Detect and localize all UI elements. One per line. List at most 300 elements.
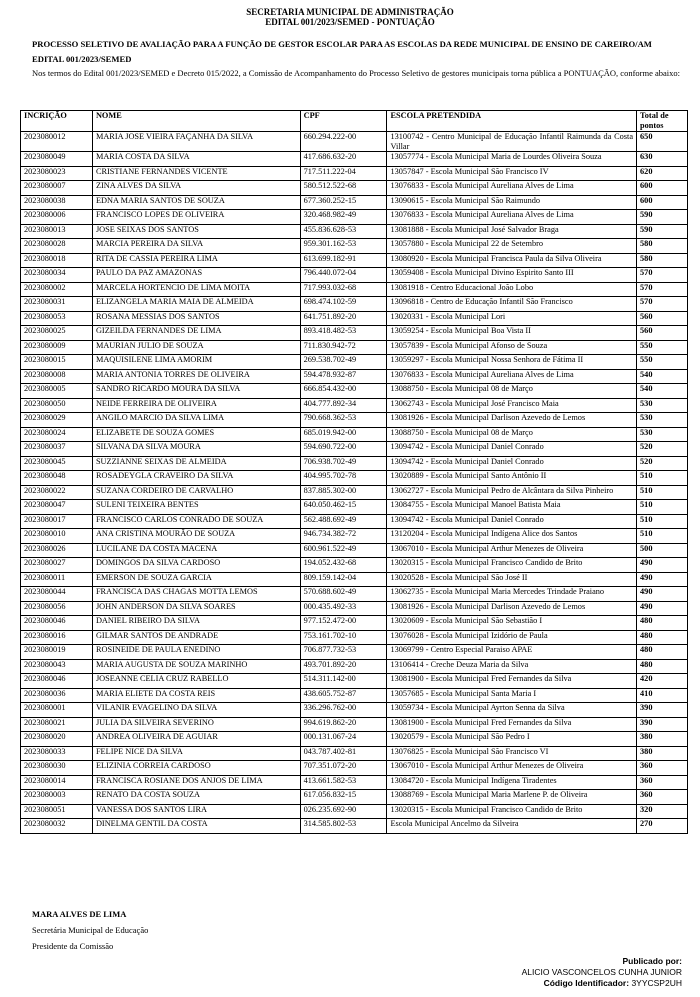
cell-pontos: 580 — [637, 239, 688, 254]
cell-pontos: 520 — [637, 442, 688, 457]
cell-nome: JOSE SEIXAS DOS SANTOS — [92, 224, 300, 239]
table-row — [21, 166, 688, 181]
cell-escola: 13057839 - Escola Municipal Afonso de Souza — [387, 340, 637, 355]
cell-pontos: 410 — [637, 688, 688, 703]
cell-pontos: 510 — [637, 500, 688, 515]
cell-nome: ROSINEIDE DE PAULA ENEDINO — [92, 645, 300, 660]
cell-pontos: 510 — [637, 485, 688, 500]
cell-inscricao: 2023080014 — [21, 775, 93, 790]
cell-inscricao: 2023080006 — [21, 210, 93, 225]
cell-inscricao: 2023080053 — [21, 311, 93, 326]
cell-nome: GIZEILDA FERNANDES DE LIMA — [92, 326, 300, 341]
cell-escola: Escola Municipal Ancelmo da Silveira — [387, 819, 637, 834]
table-row — [21, 717, 688, 732]
cell-pontos: 530 — [637, 398, 688, 413]
cell-cpf: 594.690.722-00 — [300, 442, 387, 457]
table-row — [21, 819, 688, 834]
cell-inscricao: 2023080038 — [21, 195, 93, 210]
cell-pontos: 590 — [637, 210, 688, 225]
cell-escola: 13094742 - Escola Municipal Daniel Conrado — [387, 442, 637, 457]
cell-nome: ROSANA MESSIAS DOS SANTOS — [92, 311, 300, 326]
cell-escola: 13067010 - Escola Municipal Arthur Menezes de Oliveira — [387, 543, 637, 558]
cell-escola: 13057847 - Escola Municipal São Francisco IV — [387, 166, 637, 181]
header-line-2: EDITAL 001/2023/SEMED - PONTUAÇÃO — [265, 17, 435, 27]
cell-pontos: 490 — [637, 587, 688, 602]
cell-escola: 13020331 - Escola Municipal Lori — [387, 311, 637, 326]
signature-block — [32, 906, 148, 954]
table-body — [21, 132, 688, 834]
cell-nome: ZINA ALVES DA SILVA — [92, 181, 300, 196]
cell-inscricao: 2023080032 — [21, 819, 93, 834]
cell-pontos: 550 — [637, 355, 688, 370]
table-row — [21, 427, 688, 442]
cell-inscricao: 2023080013 — [21, 224, 93, 239]
cell-inscricao: 2023080043 — [21, 659, 93, 674]
cell-cpf: 706.938.702-49 — [300, 456, 387, 471]
col-header-nome: NOME — [92, 111, 300, 132]
cell-pontos: 360 — [637, 775, 688, 790]
cell-pontos: 620 — [637, 166, 688, 181]
table-row — [21, 529, 688, 544]
cell-cpf: 796.440.072-04 — [300, 268, 387, 283]
cell-nome: JOSEANNE CELIA CRUZ RABELLO — [92, 674, 300, 689]
cell-inscricao: 2023080025 — [21, 326, 93, 341]
cell-escola: 13094742 - Escola Municipal Daniel Conrado — [387, 456, 637, 471]
cell-escola: 13020315 - Escola Municipal Francisco Candido de Brito — [387, 804, 637, 819]
code-value: 3YYCSP2UH — [631, 978, 682, 988]
cell-pontos: 550 — [637, 340, 688, 355]
cell-nome: LUCILANE DA COSTA MACENA — [92, 543, 300, 558]
cell-nome: ANGILO MARCIO DA SILVA LIMA — [92, 413, 300, 428]
cell-escola: 13020609 - Escola Municipal São Sebastião I — [387, 616, 637, 631]
cell-pontos: 630 — [637, 152, 688, 167]
code-label: Código Identificador: — [543, 978, 630, 988]
cell-inscricao: 2023080010 — [21, 529, 93, 544]
cell-nome: RENATO DA COSTA SOUZA — [92, 790, 300, 805]
cell-inscricao: 2023080012 — [21, 132, 93, 152]
cell-nome: NEIDE FERREIRA DE OLIVEIRA — [92, 398, 300, 413]
cell-nome: ELIZABETE DE SOUZA GOMES — [92, 427, 300, 442]
cell-cpf: 000.435.492-33 — [300, 601, 387, 616]
cell-inscricao: 2023080030 — [21, 761, 93, 776]
cell-pontos: 390 — [637, 717, 688, 732]
cell-pontos: 590 — [637, 224, 688, 239]
cell-cpf: 677.360.252-15 — [300, 195, 387, 210]
cell-inscricao: 2023080051 — [21, 804, 93, 819]
cell-cpf: 717.511.222-04 — [300, 166, 387, 181]
cell-inscricao: 2023080049 — [21, 152, 93, 167]
cell-pontos: 490 — [637, 572, 688, 587]
cell-inscricao: 2023080034 — [21, 268, 93, 283]
table-row — [21, 282, 688, 297]
cell-pontos: 490 — [637, 601, 688, 616]
cell-nome: EDNA MARIA SANTOS DE SOUZA — [92, 195, 300, 210]
table-row — [21, 601, 688, 616]
document-header — [0, 0, 700, 27]
table-row — [21, 471, 688, 486]
cell-cpf: 000.131.067-24 — [300, 732, 387, 747]
cell-pontos: 490 — [637, 558, 688, 573]
document-title: PROCESSO SELETIVO DE AVALIAÇÃO PARA A FUNÇÃO DE GESTOR ESCOLAR PARA AS ESCOLAS DA REDE MUNICIPAL DE ENSINO DE CAREIRO/AM — [32, 39, 652, 49]
cell-escola: 13084755 - Escola Municipal Manoel Batista Maia — [387, 500, 637, 515]
cell-nome: DOMINGOS DA SILVA CARDOSO — [92, 558, 300, 573]
cell-escola: 13057880 - Escola Municipal 22 de Setembro — [387, 239, 637, 254]
cell-pontos: 570 — [637, 297, 688, 312]
cell-cpf: 717.993.032-68 — [300, 282, 387, 297]
cell-nome: ANA CRISTINA MOURÃO DE SOUZA — [92, 529, 300, 544]
cell-escola: 13062735 - Escola Municipal Maria Mercedes Trindade Praiano — [387, 587, 637, 602]
cell-nome: SILVANA DA SILVA MOURA — [92, 442, 300, 457]
published-by-label: Publicado por: — [622, 956, 682, 966]
cell-inscricao: 2023080056 — [21, 601, 93, 616]
table-row — [21, 355, 688, 370]
cell-nome: JOHN ANDERSON DA SILVA SOARES — [92, 601, 300, 616]
cell-cpf: 336.296.762-00 — [300, 703, 387, 718]
cell-cpf: 455.836.628-53 — [300, 224, 387, 239]
cell-pontos: 500 — [637, 543, 688, 558]
cell-nome: FRANCISCO CARLOS CONRADO DE SOUZA — [92, 514, 300, 529]
cell-escola: 13088750 - Escola Municipal 08 de Março — [387, 384, 637, 399]
cell-pontos: 510 — [637, 471, 688, 486]
cell-cpf: 685.019.942-00 — [300, 427, 387, 442]
table-row — [21, 384, 688, 399]
table-row — [21, 268, 688, 283]
table-row — [21, 587, 688, 602]
cell-inscricao: 2023080011 — [21, 572, 93, 587]
cell-inscricao: 2023080015 — [21, 355, 93, 370]
cell-nome: PAULO DA PAZ AMAZONAS — [92, 268, 300, 283]
cell-cpf: 707.351.072-20 — [300, 761, 387, 776]
cell-inscricao: 2023080050 — [21, 398, 93, 413]
cell-pontos: 380 — [637, 732, 688, 747]
table-header-row — [21, 111, 688, 132]
cell-escola: 13096818 - Centro de Educação Infantil São Francisco — [387, 297, 637, 312]
cell-escola: 13076833 - Escola Municipal Aureliana Alves de Lima — [387, 181, 637, 196]
cell-escola: 13062727 - Escola Municipal Pedro de Alcântara da Silva Pinheiro — [387, 485, 637, 500]
table-row — [21, 413, 688, 428]
cell-pontos: 540 — [637, 384, 688, 399]
cell-cpf: 404.777.892-34 — [300, 398, 387, 413]
cell-nome: SUZZIANNE SEIXAS DE ALMEIDA — [92, 456, 300, 471]
cell-cpf: 977.152.472-00 — [300, 616, 387, 631]
table-row — [21, 297, 688, 312]
cell-cpf: 613.699.182-91 — [300, 253, 387, 268]
cell-cpf: 711.830.942-72 — [300, 340, 387, 355]
signer-role: Secretária Municipal de Educação — [32, 925, 149, 935]
cell-nome: MAQUISILENE LIMA AMORIM — [92, 355, 300, 370]
cell-escola: 13081900 - Escola Municipal Fred Fernandes da Silva — [387, 674, 637, 689]
cell-escola: 13090615 - Escola Municipal São Raimundo — [387, 195, 637, 210]
publication-info — [522, 956, 682, 989]
cell-escola: 13081926 - Escola Municipal Darlison Azevedo de Lemos — [387, 601, 637, 616]
cell-pontos: 510 — [637, 514, 688, 529]
cell-inscricao: 2023080017 — [21, 514, 93, 529]
table-row — [21, 630, 688, 645]
cell-escola: 13076028 - Escola Municipal Izidório de Paula — [387, 630, 637, 645]
cell-cpf: 493.701.892-20 — [300, 659, 387, 674]
table-row — [21, 543, 688, 558]
table-row — [21, 456, 688, 471]
cell-nome: ROSADEYGLA CRAVEIRO DA SILVA — [92, 471, 300, 486]
cell-inscricao: 2023080033 — [21, 746, 93, 761]
table-row — [21, 645, 688, 660]
cell-nome: RITA DE CASSIA PEREIRA LIMA — [92, 253, 300, 268]
cell-cpf: 417.686.632-20 — [300, 152, 387, 167]
cell-nome: MAURIAN JULIO DE SOUZA — [92, 340, 300, 355]
cell-inscricao: 2023080023 — [21, 166, 93, 181]
cell-pontos: 480 — [637, 645, 688, 660]
cell-escola: 13120204 - Escola Municipal Indígena Alice dos Santos — [387, 529, 637, 544]
cell-pontos: 600 — [637, 181, 688, 196]
table-row — [21, 132, 688, 152]
table-row — [21, 210, 688, 225]
cell-inscricao: 2023080003 — [21, 790, 93, 805]
cell-pontos: 390 — [637, 703, 688, 718]
cell-cpf: 809.159.142-04 — [300, 572, 387, 587]
cell-escola: 13067010 - Escola Municipal Arthur Menezes de Oliveira — [387, 761, 637, 776]
table-row — [21, 326, 688, 341]
table-row — [21, 500, 688, 515]
cell-inscricao: 2023080016 — [21, 630, 93, 645]
cell-escola: 13020315 - Escola Municipal Francisco Candido de Brito — [387, 558, 637, 573]
cell-escola: 13080920 - Escola Municipal Francisca Paula da Silva Oliveira — [387, 253, 637, 268]
cell-escola: 13081918 - Centro Educacional João Lobo — [387, 282, 637, 297]
cell-inscricao: 2023080027 — [21, 558, 93, 573]
cell-pontos: 360 — [637, 790, 688, 805]
cell-pontos: 480 — [637, 659, 688, 674]
cell-inscricao: 2023080024 — [21, 427, 93, 442]
cell-pontos: 320 — [637, 804, 688, 819]
cell-escola: 13059408 - Escola Municipal Divino Espirito Santo III — [387, 268, 637, 283]
cell-escola: 13076825 - Escola Municipal São Francisco VI — [387, 746, 637, 761]
table-row — [21, 253, 688, 268]
cell-pontos: 570 — [637, 268, 688, 283]
cell-cpf: 043.787.402-81 — [300, 746, 387, 761]
cell-cpf: 837.885.302-00 — [300, 485, 387, 500]
cell-inscricao: 2023080026 — [21, 543, 93, 558]
cell-nome: VILANIR EVAGELINO DA SILVA — [92, 703, 300, 718]
signer-name: MARA ALVES DE LIMA — [32, 909, 127, 919]
cell-cpf: 698.474.102-59 — [300, 297, 387, 312]
cell-inscricao: 2023080021 — [21, 717, 93, 732]
table-row — [21, 674, 688, 689]
cell-pontos: 420 — [637, 674, 688, 689]
cell-inscricao: 2023080046 — [21, 674, 93, 689]
cell-pontos: 270 — [637, 819, 688, 834]
cell-escola: 13062743 - Escola Municipal José Francisco Maia — [387, 398, 637, 413]
cell-pontos: 520 — [637, 456, 688, 471]
cell-escola: 13088750 - Escola Municipal 08 de Março — [387, 427, 637, 442]
cell-nome: MARIA JOSE VIEIRA FAÇANHA DA SILVA — [92, 132, 300, 152]
table-row — [21, 311, 688, 326]
cell-inscricao: 2023080046 — [21, 616, 93, 631]
table-row — [21, 181, 688, 196]
cell-cpf: 438.605.752-87 — [300, 688, 387, 703]
cell-nome: DINELMA GENTIL DA COSTA — [92, 819, 300, 834]
cell-nome: ELIZINIA CORREIA CARDOSO — [92, 761, 300, 776]
table-row — [21, 195, 688, 210]
table-row — [21, 616, 688, 631]
table-row — [21, 224, 688, 239]
cell-inscricao: 2023080048 — [21, 471, 93, 486]
cell-cpf: 994.619.862-20 — [300, 717, 387, 732]
cell-nome: SUZANA CORDEIRO DE CARVALHO — [92, 485, 300, 500]
cell-escola: 13057774 - Escola Municipal Maria de Lourdes Oliveira Souza — [387, 152, 637, 167]
cell-nome: JULIA DA SILVEIRA SEVERINO — [92, 717, 300, 732]
cell-pontos: 560 — [637, 326, 688, 341]
table-row — [21, 703, 688, 718]
cell-inscricao: 2023080045 — [21, 456, 93, 471]
cell-escola: 13106414 - Creche Deuza Maria da Silva — [387, 659, 637, 674]
cell-cpf: 660.294.222-00 — [300, 132, 387, 152]
cell-inscricao: 2023080022 — [21, 485, 93, 500]
col-header-inscricao: INCRIÇÃO — [21, 111, 93, 132]
cell-escola: 13020579 - Escola Municipal São Pedro I — [387, 732, 637, 747]
cell-cpf: 790.668.362-53 — [300, 413, 387, 428]
table-row — [21, 688, 688, 703]
cell-inscricao: 2023080020 — [21, 732, 93, 747]
cell-cpf: 600.961.522-49 — [300, 543, 387, 558]
score-table — [20, 110, 688, 834]
cell-nome: MARIA ELIETE DA COSTA REIS — [92, 688, 300, 703]
cell-pontos: 600 — [637, 195, 688, 210]
cell-cpf: 706.877.732-53 — [300, 645, 387, 660]
table-row — [21, 152, 688, 167]
table-row — [21, 790, 688, 805]
cell-inscricao: 2023080007 — [21, 181, 93, 196]
cell-nome: FELIPE NICE DA SILVA — [92, 746, 300, 761]
cell-nome: FRANCISCA ROSIANE DOS ANJOS DE LIMA — [92, 775, 300, 790]
cell-escola: 13059254 - Escola Municipal Boa Vista II — [387, 326, 637, 341]
cell-inscricao: 2023080037 — [21, 442, 93, 457]
cell-pontos: 650 — [637, 132, 688, 152]
cell-nome: FRANCISCA DAS CHAGAS MOTTA LEMOS — [92, 587, 300, 602]
cell-inscricao: 2023080009 — [21, 340, 93, 355]
signer-commission-role: Presidente da Comissão — [32, 941, 114, 951]
cell-cpf: 514.311.142-00 — [300, 674, 387, 689]
cell-escola: 13094742 - Escola Municipal Daniel Conrado — [387, 514, 637, 529]
cell-nome: CRISTIANE FERNANDES VICENTE — [92, 166, 300, 181]
cell-cpf: 570.688.602-49 — [300, 587, 387, 602]
cell-escola: 13081900 - Escola Municipal Fred Fernandes da Silva — [387, 717, 637, 732]
cell-cpf: 562.488.692-49 — [300, 514, 387, 529]
table-row — [21, 572, 688, 587]
cell-pontos: 380 — [637, 746, 688, 761]
cell-cpf: 269.538.702-49 — [300, 355, 387, 370]
table-row — [21, 369, 688, 384]
table-row — [21, 746, 688, 761]
cell-pontos: 480 — [637, 616, 688, 631]
cell-pontos: 540 — [637, 369, 688, 384]
table-row — [21, 732, 688, 747]
cell-cpf: 893.418.482-53 — [300, 326, 387, 341]
cell-cpf: 413.661.582-53 — [300, 775, 387, 790]
cell-inscricao: 2023080028 — [21, 239, 93, 254]
cell-cpf: 320.468.982-49 — [300, 210, 387, 225]
cell-pontos: 560 — [637, 311, 688, 326]
col-header-cpf: CPF — [300, 111, 387, 132]
cell-inscricao: 2023080029 — [21, 413, 93, 428]
cell-inscricao: 2023080031 — [21, 297, 93, 312]
cell-cpf: 959.301.162-53 — [300, 239, 387, 254]
cell-pontos: 570 — [637, 282, 688, 297]
table-row — [21, 442, 688, 457]
cell-escola: 13084720 - Escola Municipal Indígena Tiradentes — [387, 775, 637, 790]
intro-paragraph: Nos termos do Edital 001/2023/SEMED e Decreto 015/2022, a Comissão de Acompanhamento do Processo Seletivo de gestores municipais torna pública a PONTUAÇÃO, conforme abaixo: — [32, 68, 681, 78]
cell-escola: 13059297 - Escola Municipal Nossa Senhora de Fátima II — [387, 355, 637, 370]
cell-cpf: 404.995.702-78 — [300, 471, 387, 486]
cell-nome: EMERSON DE SOUZA GARCIA — [92, 572, 300, 587]
edital-label: EDITAL 001/2023/SEMED — [32, 54, 132, 64]
cell-nome: ANDREA OLIVEIRA DE AGUIAR — [92, 732, 300, 747]
cell-escola: 13076833 - Escola Municipal Aureliana Alves de Lima — [387, 369, 637, 384]
cell-escola: 13088769 - Escola Municipal Maria Marlene P. de Oliveira — [387, 790, 637, 805]
cell-inscricao: 2023080008 — [21, 369, 93, 384]
cell-cpf: 194.052.432-68 — [300, 558, 387, 573]
cell-cpf: 594.478.932-87 — [300, 369, 387, 384]
table-row — [21, 485, 688, 500]
cell-nome: MARCIA PEREIRA DA SILVA — [92, 239, 300, 254]
cell-cpf: 314.585.802-53 — [300, 819, 387, 834]
cell-escola: 13020528 - Escola Municipal São José II — [387, 572, 637, 587]
col-header-pontos: Total de pontos — [637, 111, 688, 132]
cell-nome: MARIA AUGUSTA DE SOUZA MARINHO — [92, 659, 300, 674]
table-row — [21, 761, 688, 776]
table-row — [21, 804, 688, 819]
cell-escola: 13057685 - Escola Municipal Santa Maria I — [387, 688, 637, 703]
cell-cpf: 026.235.692-90 — [300, 804, 387, 819]
header-line-1: SECRETARIA MUNICIPAL DE ADMINISTRAÇÃO — [246, 7, 454, 17]
table-row — [21, 775, 688, 790]
table-row — [21, 340, 688, 355]
cell-cpf: 617.056.832-15 — [300, 790, 387, 805]
cell-nome: GILMAR SANTOS DE ANDRADE — [92, 630, 300, 645]
table-row — [21, 514, 688, 529]
cell-escola: 13081888 - Escola Municipal José Salvador Braga — [387, 224, 637, 239]
cell-cpf: 666.854.432-00 — [300, 384, 387, 399]
cell-nome: MARCELA HORTENCIO DE LIMA MOITA — [92, 282, 300, 297]
cell-cpf: 580.512.522-68 — [300, 181, 387, 196]
cell-pontos: 480 — [637, 630, 688, 645]
cell-escola: 13076833 - Escola Municipal Aureliana Alves de Lima — [387, 210, 637, 225]
cell-nome: FRANCISCO LOPES DE OLIVEIRA — [92, 210, 300, 225]
cell-inscricao: 2023080018 — [21, 253, 93, 268]
cell-nome: MARIA COSTA DA SILVA — [92, 152, 300, 167]
cell-inscricao: 2023080044 — [21, 587, 93, 602]
table-row — [21, 239, 688, 254]
cell-cpf: 753.161.702-10 — [300, 630, 387, 645]
cell-escola: 13069799 - Centro Especial Paraiso APAE — [387, 645, 637, 660]
cell-nome: DANIEL RIBEIRO DA SILVA — [92, 616, 300, 631]
cell-escola: 13081926 - Escola Municipal Darlison Azevedo de Lemos — [387, 413, 637, 428]
table-row — [21, 659, 688, 674]
cell-escola: 13100742 - Centro Municipal de Educação Infantil Raimunda da Costa Villar — [387, 132, 637, 152]
col-header-escola: ESCOLA PRETENDIDA — [387, 111, 637, 132]
cell-nome: VANESSA DOS SANTOS LIRA — [92, 804, 300, 819]
cell-nome: SANDRO RICARDO MOURA DA SILVA — [92, 384, 300, 399]
cell-inscricao: 2023080036 — [21, 688, 93, 703]
cell-pontos: 360 — [637, 761, 688, 776]
cell-nome: SULENI TEIXEIRA BENTES — [92, 500, 300, 515]
cell-cpf: 640.050.462-15 — [300, 500, 387, 515]
cell-escola: 13059734 - Escola Municipal Ayrton Senna da Silva — [387, 703, 637, 718]
cell-inscricao: 2023080047 — [21, 500, 93, 515]
table-row — [21, 398, 688, 413]
cell-cpf: 641.751.892-20 — [300, 311, 387, 326]
cell-inscricao: 2023080001 — [21, 703, 93, 718]
cell-inscricao: 2023080019 — [21, 645, 93, 660]
cell-cpf: 946.734.382-72 — [300, 529, 387, 544]
